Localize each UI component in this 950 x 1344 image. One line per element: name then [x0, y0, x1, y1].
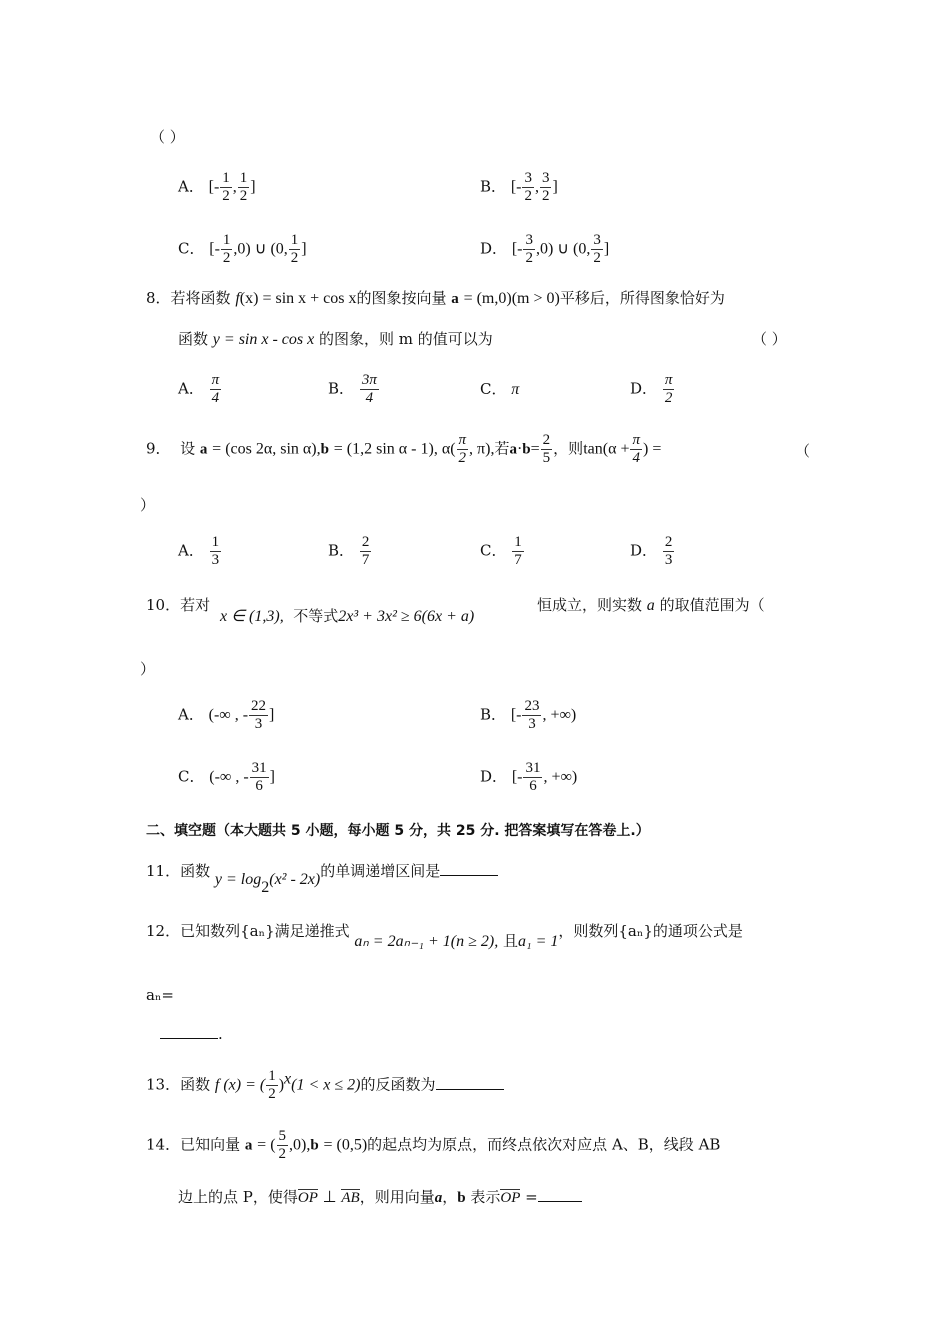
fraction: $\frac{2}{5}$	[542, 432, 551, 466]
q10-option-c: C． (-∞ , - $\frac{31}{6}$ ]	[178, 760, 275, 794]
question-number: 11．	[146, 862, 181, 880]
fraction: $\frac{31}{6}$	[525, 760, 541, 794]
q8-stem-line2: 函数 y = sin x - cos x 的图象，则 m 的值可以为	[178, 330, 493, 348]
fraction: $\frac{3}{2}$	[525, 232, 533, 266]
question-number: 8．	[146, 289, 171, 307]
q14-stem-line1: 14．已知向量 a = ( $\frac{5}{2}$ ,0),b = (0,5)的起点均为原点，而终点依次对应点 A、B，线段 AB	[146, 1128, 721, 1162]
fraction: $\frac{3}{2}$	[593, 232, 601, 266]
q9-paren-open: （	[795, 442, 811, 460]
q8-option-a: A． $\frac{\pi}{4}$	[178, 372, 220, 406]
q10-option-d: D． [- $\frac{31}{6}$ , +∞)	[480, 760, 578, 794]
q10-stem-end: 恒成立，则实数 a 的取值范围为（	[537, 596, 765, 614]
section-heading: 二、填空题（本大题共 5 小题，每小题 5 分，共 25 分. 把答案填写在答卷上.）	[146, 823, 650, 839]
q10-paren-close: ）	[140, 660, 156, 678]
q7-option-c: C． [- $\frac{1}{2}$ ,0) ∪ (0, $\frac{1}{2}$ ]	[178, 232, 307, 266]
fraction: $\frac{\pi}{2}$	[664, 372, 673, 406]
answer-blank[interactable]	[160, 1024, 218, 1039]
q10-option-a: A． (-∞ , - $\frac{22}{3}$ ]	[178, 698, 275, 732]
option-label: B．	[480, 177, 507, 196]
q7-option-b: B． [- $\frac{3}{2}$ , $\frac{3}{2}$ ]	[480, 170, 558, 204]
fraction: $\frac{31}{6}$	[251, 760, 267, 794]
q10-option-b: B． [- $\frac{23}{3}$ , +∞)	[480, 698, 577, 732]
option-label: C．	[178, 239, 205, 258]
q8-option-c: C． π	[480, 380, 520, 398]
answer-blank[interactable]	[436, 1075, 504, 1090]
fraction: $\frac{5}{2}$	[278, 1128, 287, 1162]
q10-stem-start: 10．若对	[146, 596, 211, 614]
q9-option-a: A． $\frac{1}{3}$	[178, 534, 220, 568]
q8-stem-line1: 8．若将函数 f(x) = sin x + cos x的图象按向量 a = (m,0)(m > 0)平移后，所得图象恰好为	[146, 289, 725, 307]
option-label: A．	[178, 177, 204, 196]
vector-op: OP	[297, 1190, 318, 1206]
q9-option-d: D． $\frac{2}{3}$	[630, 534, 673, 568]
fraction: $\frac{\pi}{4}$	[211, 372, 220, 406]
q12-an-label: aₙ=	[146, 986, 175, 1004]
fraction: $\frac{1}{7}$	[514, 534, 522, 568]
answer-blank[interactable]	[440, 861, 498, 876]
fraction: $\frac{1}{2}$	[239, 170, 248, 204]
q7-option-a: A． [- $\frac{1}{2}$ , $\frac{1}{2}$ ]	[178, 170, 256, 204]
fraction: $\frac{2}{7}$	[361, 534, 370, 568]
q12-stem: 12．已知数列{aₙ}满足递推式 aₙ = 2aₙ₋₁ + 1(n ≥ 2), 且a₁ = 1，则数列{aₙ}的通项公式是	[146, 922, 743, 950]
q9-option-c: C． $\frac{1}{7}$	[480, 534, 522, 568]
fraction: $\frac{2}{3}$	[664, 534, 673, 568]
vector-ab: AB	[341, 1190, 360, 1206]
fraction: $\frac{1}{2}$	[222, 170, 230, 204]
q11-stem: 11．函数 $y = \log_2(x^2 - 2x)$的单调递增区间是	[146, 860, 498, 885]
q8-answer-paren: （ ）	[752, 330, 787, 348]
fraction: $\frac{3}{2}$	[524, 170, 532, 204]
fraction: $\frac{3}{2}$	[541, 170, 550, 204]
vector-op: OP	[500, 1190, 521, 1206]
question-number: 10．	[146, 596, 181, 614]
fraction: $\frac{1}{2}$	[222, 232, 231, 266]
fraction: $\frac{\pi}{2}$	[458, 432, 467, 466]
q7-option-d: D． [- $\frac{3}{2}$ ,0) ∪ (0, $\frac{3}{2}$ ]	[480, 232, 610, 266]
question-number: 13．	[146, 1075, 181, 1094]
q9-stem: 9． 设 a = (cos 2α, sin α),b = (1,2 sin α - 1), α( $\frac{\pi}{2}$ , π),若a·b= $\frac{2}{5}$ ，则tan(α + $\frac{\pi}{4}$ ) =	[146, 432, 662, 466]
q12-answer-line: .	[160, 1024, 223, 1043]
question-number: 9．	[146, 439, 171, 458]
q8-option-b: B． $\frac{3\pi}{4}$	[328, 372, 377, 406]
fraction: $\frac{\pi}{4}$	[632, 432, 640, 466]
q9-option-b: B． $\frac{2}{7}$	[328, 534, 370, 568]
answer-blank[interactable]	[538, 1187, 582, 1202]
q14-stem-line2: 边上的点 P，使得OP ⊥ AB，则用向量a，b 表示OP =	[178, 1186, 582, 1207]
q9-paren-close: ）	[140, 496, 156, 514]
question-number: 14．	[146, 1135, 181, 1154]
q7-answer-paren: （ ）	[150, 128, 185, 146]
q8-option-d: D． $\frac{\pi}{2}$	[630, 372, 673, 406]
option-label: D．	[480, 239, 508, 258]
fraction: $\frac{1}{3}$	[211, 534, 220, 568]
question-number: 12．	[146, 922, 181, 940]
q10-stem-math: x ∈ (1,3), 不等式2x³ + 3x² ≥ 6(6x + a)	[220, 607, 475, 625]
fraction: $\frac{1}{2}$	[268, 1068, 276, 1102]
fraction: $\frac{1}{2}$	[290, 232, 299, 266]
fraction: $\frac{22}{3}$	[251, 698, 267, 732]
fraction: $\frac{3\pi}{4}$	[361, 372, 377, 406]
fraction: $\frac{23}{3}$	[524, 698, 540, 732]
q13-stem: 13．函数 f (x) = ( $\frac{1}{2}$ )$^x$(1 < x ≤ 2)的反函数为	[146, 1068, 504, 1103]
